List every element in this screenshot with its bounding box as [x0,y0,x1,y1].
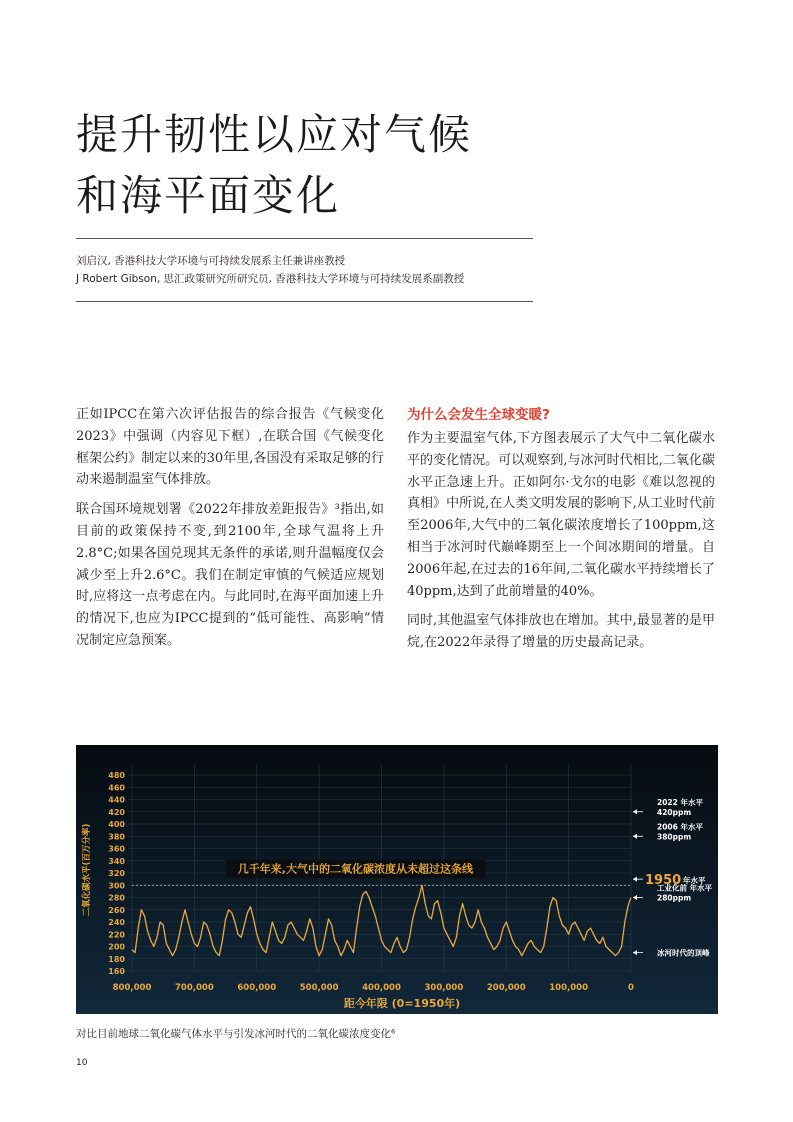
y-tick-label: 320 [108,869,125,878]
y-axis-label: 二氧化碳水平(百万分率) [82,823,92,917]
x-tick-label: 300,000 [424,983,464,993]
x-tick-label: 600,000 [237,983,277,993]
y-tick-label: 200 [108,942,125,952]
annotation-label: 冰河时代的顶峰 [657,948,710,958]
y-tick-label: 380 [108,832,125,842]
y-tick-label: 400 [108,820,125,829]
figure-caption: 对比目前地球二氧化碳气体水平与引发冰河时代的二氧化碳浓度变化⁶ [76,1028,396,1040]
x-axis-label: 距今年限 (0=1950年) [343,997,461,1010]
right-column [407,404,715,662]
y-tick-label: 340 [108,856,125,866]
x-tick-label: 200,000 [486,983,526,993]
y-tick-label: 480 [108,771,125,780]
y-tick-label: 240 [108,918,125,927]
x-tick-label: 800,000 [112,983,152,993]
co2-chart [76,745,718,1014]
x-tick-label: 400,000 [362,983,401,993]
chart-background [76,745,718,1014]
annotation-label: 2006 年水平 [657,822,703,832]
y-tick-label: 420 [108,807,125,817]
y-tick-label: 300 [108,881,125,891]
y-tick-label: 180 [108,954,125,964]
title-line-1: 提升韧性以应对气候 [76,110,473,159]
co2-chart-svg [76,745,718,1014]
paragraph: 作为主要温室气体,下方图表展示了大气中二氧化碳水平的变化情况。可以观察到,与冰河时代相比,二氧化碳水平正急速上升。正如阿尔·戈尔的电影《难以忽视的真相》中所说,在人类文明发展的影响下,从工业时代前至2006年,大气中的二氧化碳浓度增长了100ppm,这相当于冰河时代巅峰期至上一个间冰期间的增量。自2006年起,在过去的16年间,二氧化碳水平持续增长了40ppm,达到了此前增量的40%。 [407,431,715,599]
author-line-2: J Robert Gibson, 思汇政策研究所研究员, 香港科技大学环境与可持续发展系副教授 [76,273,465,285]
annotation-label: 工业化前 年水平 [657,883,713,893]
author-line-1: 刘启汉, 香港科技大学环境与可持续发展系主任兼讲座教授 [76,255,346,267]
left-column [76,404,384,660]
page-number: 10 [76,1058,88,1068]
x-tick-label: 100,000 [549,983,588,993]
annotation-label: 年水平 [683,876,706,886]
annotation-label: 380ppm [657,832,692,842]
title-line-2: 和海平面变化 [76,171,341,220]
annotation-label: 2022 年水平 [657,797,703,807]
paragraph: 正如IPCC在第六次评估报告的综合报告《气候变化2023》中强调（内容见下框）,在联合国《气候变化框架公约》制定以来的30年里,各国没有采取足够的行动来遏制温室气体排放。 [76,407,384,488]
threshold-label: 几千年来,大气中的二氧化碳浓度从未超过这条线 [237,862,473,876]
y-tick-label: 220 [108,930,125,940]
annotation-year: 1950 [645,873,682,889]
x-tick-label: 700,000 [175,983,214,993]
divider-top [76,238,533,239]
y-tick-label: 360 [108,844,125,854]
y-tick-label: 160 [108,967,125,976]
annotation-label: 280ppm [657,893,692,903]
divider-bottom [76,301,533,302]
paragraph: 同时,其他温室气体排放也在增加。其中,最显著的是甲烷,在2022年录得了增量的历史最高记录。 [407,613,715,651]
y-tick-label: 440 [108,795,125,805]
author-block [76,252,536,288]
page-title [76,104,536,226]
section-heading: 为什么会发生全球变暖? [407,407,550,423]
annotation-label: 420ppm [657,807,692,817]
y-tick-label: 460 [108,783,125,793]
x-tick-label: 500,000 [299,983,339,993]
y-tick-label: 260 [108,905,125,915]
y-tick-label: 280 [108,893,125,903]
paragraph: 联合国环境规划署《2022年排放差距报告》³指出,如目前的政策保持不变,到2100年,全球气温将上升2.8°C;如果各国兑现其无条件的承诺,则升温幅度仅会减少至上升2.6°C。我们在制定审慎的气候适应规划时,应将这一点考虑在内。与此同时,在海平面加速上升的情况下,也应为IPCC提到的“低可能性、高影响”情况制定应急预案。 [76,502,384,648]
x-tick-label: 0 [628,983,634,993]
